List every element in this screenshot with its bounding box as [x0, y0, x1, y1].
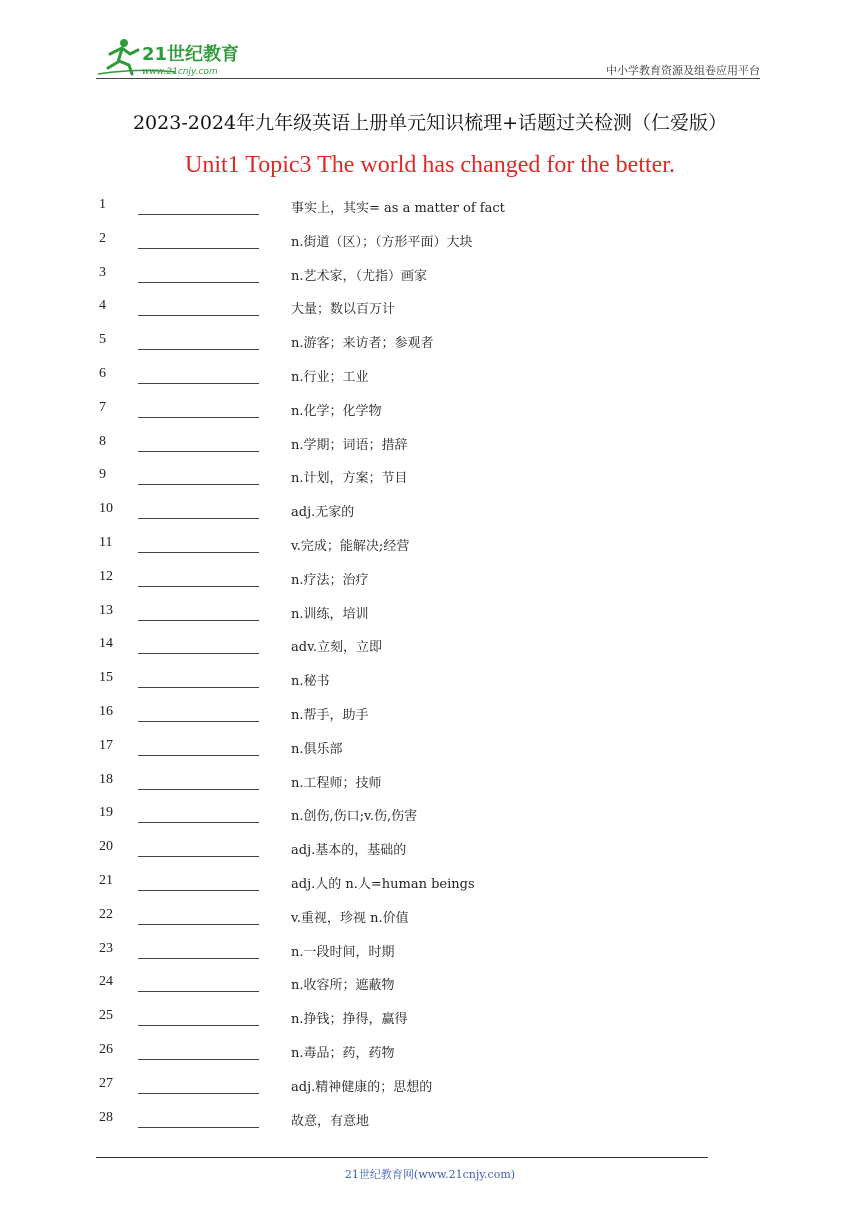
item-definition: n.毒品；药，药物: [291, 1045, 395, 1061]
item-number: 25: [99, 1008, 113, 1024]
list-item: [0, 1001, 860, 1035]
item-definition: adv.立刻，立即: [291, 640, 383, 656]
item-number: 13: [99, 602, 113, 618]
answer-blank[interactable]: [138, 991, 259, 992]
list-item: [0, 528, 860, 562]
site-logo: [96, 34, 266, 78]
list-item: [0, 697, 860, 731]
item-number: 10: [99, 501, 113, 517]
answer-blank[interactable]: [138, 822, 259, 823]
item-definition: adj.基本的，基础的: [291, 843, 407, 859]
item-number: 4: [99, 298, 106, 314]
answer-blank[interactable]: [138, 721, 259, 722]
list-item: [0, 731, 860, 765]
item-definition: n.帮手，助手: [291, 707, 369, 723]
item-number: 14: [99, 636, 113, 652]
item-number: 7: [99, 399, 106, 415]
answer-blank[interactable]: [138, 1025, 259, 1026]
footer-divider: [96, 1157, 708, 1158]
answer-blank[interactable]: [138, 417, 259, 418]
list-item: [0, 1103, 860, 1137]
list-item: [0, 291, 860, 325]
item-number: 17: [99, 737, 113, 753]
item-definition: n.化学；化学物: [291, 403, 382, 419]
item-definition: n.收容所；遮蔽物: [291, 978, 395, 994]
answer-blank[interactable]: [138, 856, 259, 857]
item-definition: v.完成；能解决;经营: [291, 538, 410, 554]
list-item: [0, 1035, 860, 1069]
answer-blank[interactable]: [138, 315, 259, 316]
item-definition: n.一段时间，时期: [291, 944, 395, 960]
item-definition: n.计划，方案；节目: [291, 471, 408, 487]
answer-blank[interactable]: [138, 687, 259, 688]
list-item: [0, 866, 860, 900]
header-divider: [96, 78, 760, 79]
item-number: 18: [99, 771, 113, 787]
item-number: 15: [99, 670, 113, 686]
answer-blank[interactable]: [138, 755, 259, 756]
answer-blank[interactable]: [138, 484, 259, 485]
list-item: [0, 562, 860, 596]
list-item: [0, 596, 860, 630]
list-item: [0, 900, 860, 934]
item-definition: n.训练，培训: [291, 606, 369, 622]
item-number: 27: [99, 1075, 113, 1091]
item-definition: adj.人的 n.人=human beings: [291, 876, 475, 892]
list-item: [0, 190, 860, 224]
list-item: [0, 258, 860, 292]
list-item: [0, 359, 860, 393]
page-header: [96, 34, 760, 78]
item-number: 12: [99, 568, 113, 584]
item-number: 20: [99, 839, 113, 855]
item-number: 11: [99, 534, 113, 550]
answer-blank[interactable]: [138, 1093, 259, 1094]
item-definition: n.行业；工业: [291, 369, 369, 385]
answer-blank[interactable]: [138, 552, 259, 553]
list-item: [0, 325, 860, 359]
answer-blank[interactable]: [138, 789, 259, 790]
platform-name: 中小学教育资源及组卷应用平台: [606, 64, 760, 77]
answer-blank[interactable]: [138, 451, 259, 452]
answer-blank[interactable]: [138, 248, 259, 249]
item-definition: n.艺术家，（尤指）画家: [291, 268, 428, 284]
list-item: [0, 460, 860, 494]
list-item: [0, 224, 860, 258]
answer-blank[interactable]: [138, 958, 259, 959]
item-number: 8: [99, 433, 106, 449]
item-definition: adj.精神健康的；思想的: [291, 1079, 433, 1095]
answer-blank[interactable]: [138, 620, 259, 621]
answer-blank[interactable]: [138, 1127, 259, 1128]
item-number: 24: [99, 974, 113, 990]
item-number: 26: [99, 1041, 113, 1057]
item-number: 1: [99, 197, 106, 212]
list-item: [0, 629, 860, 663]
item-definition: n.学期；词语；措辞: [291, 437, 408, 453]
item-definition: n.俱乐部: [291, 741, 343, 757]
item-definition: 事实上，其实= as a matter of fact: [291, 201, 505, 216]
item-definition: 大量；数以百万计: [291, 302, 396, 318]
list-item: [0, 967, 860, 1001]
list-item: [0, 427, 860, 461]
item-definition: v.重视，珍视 n.价值: [291, 910, 409, 926]
item-number: 6: [99, 365, 106, 381]
answer-blank[interactable]: [138, 890, 259, 891]
list-item: [0, 494, 860, 528]
item-number: 5: [99, 332, 106, 348]
document-title: 2023-2024年九年级英语上册单元知识梳理+话题过关检测（仁爱版）: [132, 112, 728, 134]
item-definition: n.挣钱；挣得，赢得: [291, 1012, 408, 1028]
answer-blank[interactable]: [138, 924, 259, 925]
item-definition: 故意，有意地: [291, 1113, 370, 1129]
footer-link[interactable]: 21世纪教育网(www.21cnjy.com): [344, 1168, 516, 1181]
answer-blank[interactable]: [138, 383, 259, 384]
item-number: 2: [99, 230, 106, 246]
list-item: [0, 393, 860, 427]
answer-blank[interactable]: [138, 1059, 259, 1060]
answer-blank[interactable]: [138, 214, 259, 215]
svg-text:21世纪教育: 21世纪教育: [142, 44, 240, 65]
answer-blank[interactable]: [138, 518, 259, 519]
list-item: [0, 1069, 860, 1103]
list-item: [0, 765, 860, 799]
item-number: 23: [99, 940, 113, 956]
item-definition: n.创伤,伤口;v.伤,伤害: [291, 809, 418, 825]
item-number: 3: [99, 264, 106, 280]
document-subtitle: Unit1 Topic3 The world has changed for the better.: [185, 152, 675, 178]
item-definition: n.秘书: [291, 674, 330, 690]
list-item: [0, 832, 860, 866]
item-definition: n.游客；来访者；参观者: [291, 336, 434, 352]
list-item: [0, 934, 860, 968]
answer-blank[interactable]: [138, 349, 259, 350]
item-number: 19: [99, 805, 113, 821]
vocabulary-list: [0, 190, 860, 1136]
list-item: [0, 798, 860, 832]
item-number: 21: [99, 872, 113, 888]
item-definition: adj.无家的: [291, 505, 355, 521]
item-definition: n.工程师；技师: [291, 775, 382, 791]
answer-blank[interactable]: [138, 586, 259, 587]
answer-blank[interactable]: [138, 282, 259, 283]
svg-text:www.21cnjy.com: www.21cnjy.com: [142, 67, 218, 77]
item-number: 28: [99, 1109, 113, 1125]
answer-blank[interactable]: [138, 653, 259, 654]
item-number: 22: [99, 906, 113, 922]
item-number: 16: [99, 703, 113, 719]
list-item: [0, 663, 860, 697]
item-definition: n.街道（区）；（方形平面）大块: [291, 234, 473, 250]
item-definition: n.疗法；治疗: [291, 572, 369, 588]
item-number: 9: [99, 467, 106, 483]
